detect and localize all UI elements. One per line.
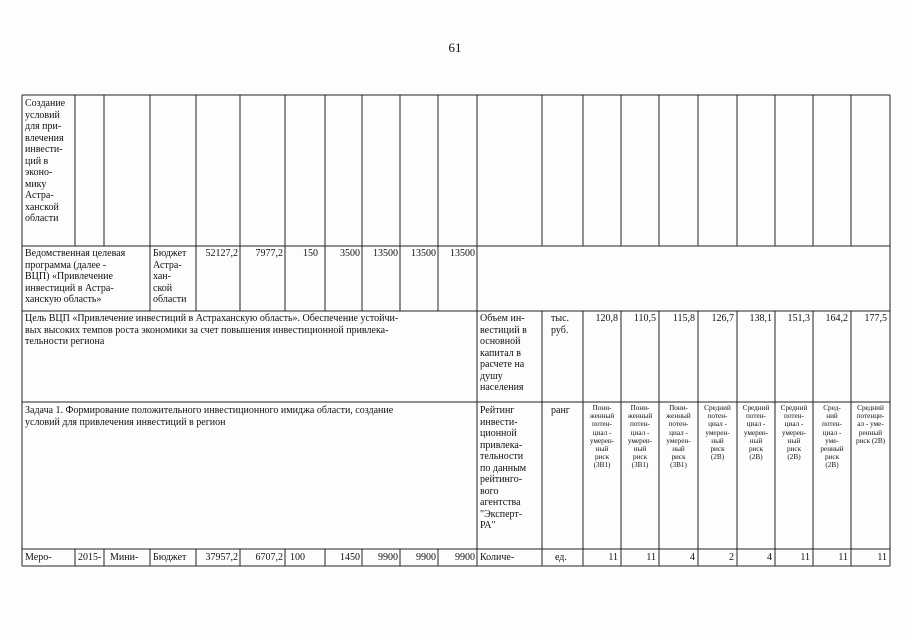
goal-unit-line: руб.	[551, 324, 569, 336]
last-value: 11	[800, 552, 810, 563]
risk-line: циал -	[630, 428, 650, 437]
intro-cell	[25, 98, 65, 225]
last-value: 2	[729, 552, 734, 563]
goal-indicator-line: душу	[480, 370, 503, 382]
risk-line: риск	[594, 453, 610, 462]
last-value: 11	[608, 552, 618, 563]
task-indicator-line: агентства	[480, 497, 521, 508]
risk-line: (2В)	[825, 461, 839, 470]
risk-line: циал -	[592, 428, 612, 437]
last-cell-unit: ед.	[555, 552, 567, 563]
vcp-source-cell	[153, 248, 186, 306]
vcp-name-line: инвестиций в Астра-	[25, 282, 114, 294]
risk-cell	[851, 404, 890, 445]
risk-line: ный	[595, 445, 609, 454]
vcp-value-2015: 7977,2	[255, 248, 283, 259]
task-indicator-line: ционной	[480, 428, 517, 439]
vcp-value-2018: 13500	[373, 248, 398, 259]
intro-line: Астра-	[25, 190, 54, 201]
intro-line: для при-	[25, 121, 62, 132]
risk-line: уме-	[825, 436, 839, 445]
last-value: 11	[838, 552, 848, 563]
risk-line: Пони-	[592, 404, 612, 412]
vcp-value-2020: 13500	[450, 248, 475, 259]
vcp-name-line: Ведомственная целевая	[25, 248, 126, 259]
goal-value: 115,8	[672, 313, 695, 324]
risk-line: потен-	[630, 420, 650, 429]
risk-cell	[775, 404, 813, 461]
risk-line: умерен-	[743, 428, 769, 437]
vcp-value-total: 52127,2	[205, 248, 238, 259]
goal-value: 138,1	[749, 313, 772, 324]
vcp-source-line: области	[153, 294, 187, 305]
risk-line: ный	[672, 445, 685, 454]
last-value: 11	[646, 552, 656, 563]
goal-indicator-line: населения	[480, 382, 524, 393]
last-cell-2016: 100	[290, 552, 305, 563]
goal-value: 151,3	[787, 313, 810, 324]
goal-indicator-line: Объем ин-	[480, 313, 525, 324]
risk-line: потен-	[784, 412, 804, 421]
last-cell-2015: 6707,2	[255, 552, 283, 563]
goal-indicator-line: вестиций в	[480, 324, 527, 336]
last-cell-source: Бюджет	[153, 552, 187, 563]
last-cell-2018: 9900	[378, 552, 398, 563]
risk-line: (2В)	[749, 453, 763, 462]
task-indicator-line: Рейтинг	[480, 405, 515, 416]
risk-cell	[621, 404, 659, 470]
goal-text-line: Цель ВЦП «Привлечение инвестиций в Астраханскую область». Обеспечение устойчи-	[25, 313, 399, 324]
task-text-line: Задача 1. Формирование положительного инвестиционного имиджа области, создание	[25, 405, 394, 416]
risk-line: потен-	[822, 420, 842, 429]
risk-line: ный	[633, 445, 647, 454]
goal-text-cell	[25, 313, 398, 348]
risk-line: риск (2В)	[855, 436, 886, 445]
vcp-name-line: программа (далее -	[25, 259, 107, 271]
task-indicator-line: привлека-	[480, 439, 523, 451]
goal-text-line: тельности региона	[25, 336, 105, 347]
risk-line: ний	[826, 412, 838, 421]
task-indicator-line: вого	[480, 485, 499, 497]
risk-line: потен-	[707, 412, 728, 421]
intro-line: эконо-	[25, 167, 53, 178]
risk-line: умерен-	[666, 436, 691, 445]
task-indicator-cell	[480, 405, 526, 532]
intro-line: ций в	[25, 155, 49, 167]
risk-line: Средний	[780, 404, 808, 412]
risk-line: ный	[711, 436, 724, 445]
last-cell-2019: 9900	[416, 552, 436, 563]
vcp-source-line: Бюджет	[153, 248, 187, 259]
vcp-value-2019: 13500	[411, 248, 436, 259]
risk-line: риск	[710, 445, 725, 454]
risk-line: Средний	[742, 404, 770, 412]
last-value: 11	[877, 552, 887, 563]
task-indicator-line: тельности	[480, 451, 524, 462]
goal-indicator-line: основной	[480, 336, 521, 347]
risk-line: потенци-	[856, 412, 885, 421]
last-cell-executor: Мини-	[110, 552, 139, 563]
goal-value: 120,8	[595, 313, 618, 324]
intro-line: ханской	[25, 201, 59, 213]
risk-line: женный	[589, 412, 615, 421]
goal-indicator-line: расчете на	[480, 359, 525, 370]
last-cell-period: 2015-	[78, 552, 102, 563]
risk-line: потен-	[746, 412, 766, 421]
risk-line: риск	[748, 445, 764, 454]
risk-line: умерен-	[705, 428, 730, 437]
goal-indicator-cell	[480, 313, 527, 394]
risk-line: (3В1)	[593, 461, 611, 470]
risk-line: Средний	[704, 404, 731, 412]
risk-line: (2В)	[787, 453, 801, 462]
risk-line: циал -	[822, 428, 842, 437]
risk-line: женный	[627, 412, 653, 421]
risk-line: риск	[632, 453, 648, 462]
goal-text-line: вых высоких темпов роста экономики за счет повышения инвестиционной привлека-	[25, 324, 389, 336]
last-cell-event: Меро-	[25, 552, 52, 563]
intro-line: области	[25, 213, 59, 224]
risk-line: потен-	[592, 420, 612, 429]
task-indicator-line: рейтинго-	[480, 474, 523, 485]
risk-cell	[813, 404, 851, 470]
intro-line: мику	[25, 178, 47, 190]
risk-line: ренный	[820, 445, 844, 454]
risk-cell	[737, 404, 775, 461]
risk-line: циал -	[708, 420, 727, 429]
risk-line: циал -	[746, 420, 766, 429]
risk-line: умерен-	[627, 436, 653, 445]
risk-line: риск	[824, 453, 840, 462]
last-cell-2017: 1450	[340, 552, 360, 563]
vcp-source-line: хан-	[153, 271, 171, 282]
risk-line: Пони-	[630, 404, 650, 412]
risk-line: риск	[786, 445, 802, 454]
last-value: 4	[767, 552, 772, 563]
goal-unit-line: тыс.	[551, 313, 570, 324]
last-value: 4	[690, 552, 695, 563]
intro-line: условий	[25, 109, 60, 121]
goal-value: 110,5	[633, 313, 656, 324]
risk-cell	[698, 404, 737, 461]
risk-cell	[659, 404, 698, 470]
intro-line: влечения	[25, 132, 64, 144]
risk-line: ренный	[858, 428, 883, 437]
vcp-name-line: ВЦП) «Привлечение	[25, 271, 113, 282]
risk-line: потен-	[668, 420, 689, 429]
page-number: 61	[448, 40, 462, 55]
risk-line: умерен-	[781, 428, 807, 437]
last-cell-indicator: Количе-	[480, 552, 515, 563]
last-cell-2020: 9900	[455, 552, 475, 563]
task-unit: ранг	[551, 405, 570, 416]
task-indicator-line: инвести-	[480, 416, 518, 428]
task-indicator-line: РА"	[480, 520, 496, 531]
risk-line: Сред-	[823, 404, 841, 412]
risk-line: циал -	[784, 420, 804, 429]
risk-line: ный	[787, 436, 801, 445]
last-cell-total: 37957,2	[205, 552, 238, 563]
risk-line: ал - уме-	[857, 420, 884, 429]
vcp-source-line: ской	[153, 282, 173, 294]
task-text-line: условий для привлечения инвестиций в регион	[25, 416, 226, 428]
intro-line: Создание	[25, 98, 66, 109]
vcp-value-2016: 150	[303, 248, 318, 259]
risk-line: циал -	[669, 428, 688, 437]
goal-unit-cell	[551, 313, 569, 336]
vcp-name-cell	[25, 248, 125, 306]
risk-line: (2В)	[710, 453, 725, 462]
risk-line: женный	[666, 412, 691, 421]
goal-indicator-line: капитал в	[480, 347, 521, 359]
intro-line: инвести-	[25, 144, 63, 155]
risk-line: риск	[671, 453, 686, 462]
vcp-source-line: Астра-	[153, 259, 182, 271]
risk-line: умерен-	[589, 436, 615, 445]
vcp-name-line: ханскую область»	[25, 294, 102, 305]
task-indicator-line: по данным	[480, 462, 527, 474]
risk-line: Средний	[857, 404, 884, 412]
risk-line: (3В1)	[670, 461, 687, 470]
risk-line: ный	[749, 436, 763, 445]
task-indicator-line: "Эксперт-	[480, 508, 523, 520]
task-text-cell	[25, 405, 393, 428]
goal-value: 164,2	[825, 313, 848, 324]
goal-value: 177,5	[864, 313, 887, 324]
risk-line: Пони-	[669, 404, 688, 412]
vcp-value-2017: 3500	[340, 248, 360, 259]
risk-line: (3В1)	[631, 461, 649, 470]
goal-value: 126,7	[711, 313, 734, 324]
risk-cell	[583, 404, 621, 470]
